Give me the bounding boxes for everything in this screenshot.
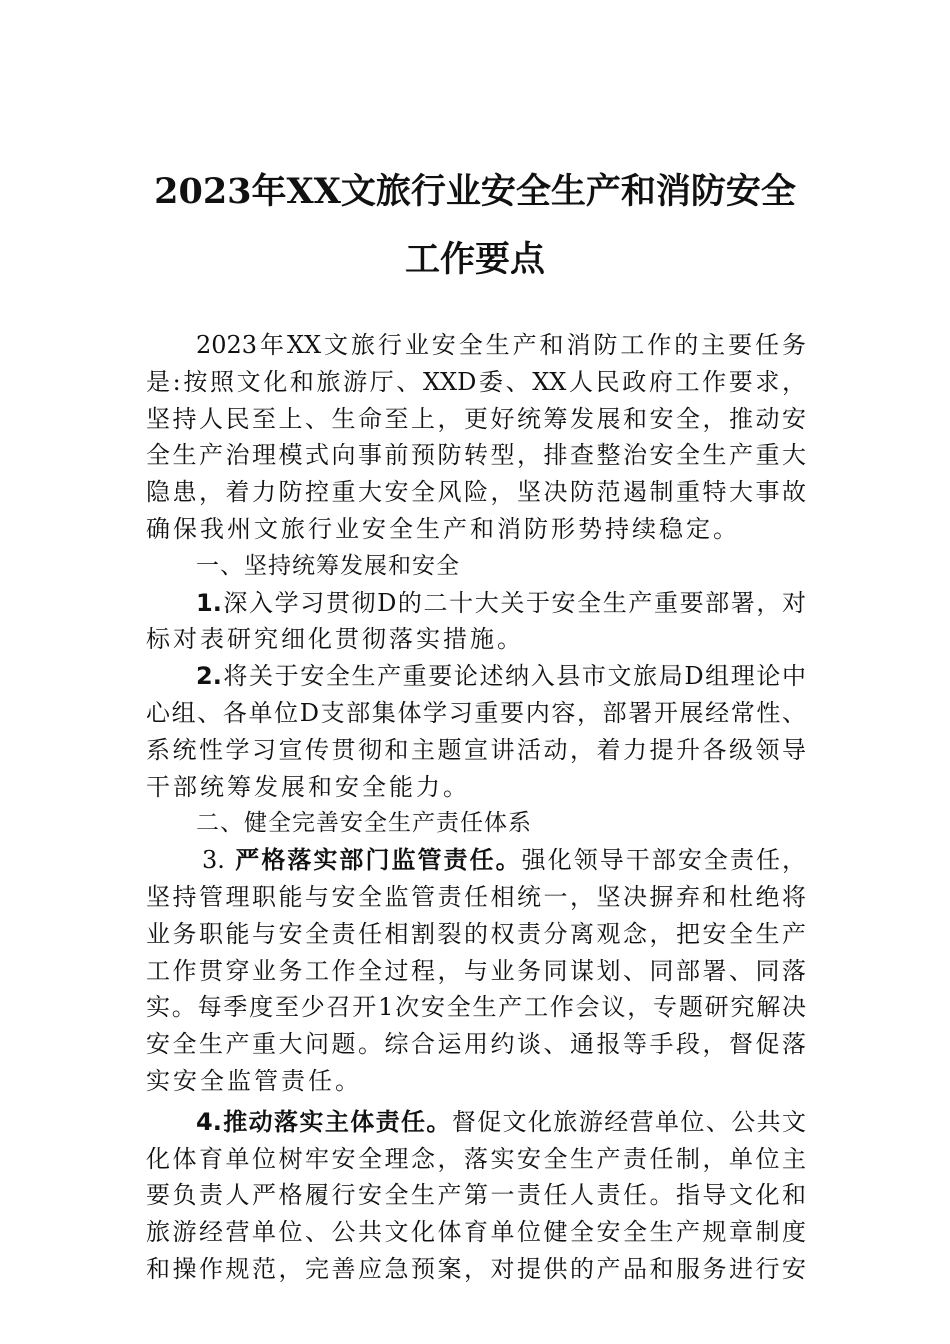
item-3-line: 安全生产重大问题。综合运用约谈、通报等手段，督促落 <box>146 1030 806 1059</box>
item-text: 强化领导干部安全责任， <box>521 846 807 875</box>
item-number: 1. <box>196 588 222 617</box>
item-text: 将关于安全生产重要论述纳入县市文旅局D组理论中 <box>221 662 806 691</box>
item-text: 深入学习贯彻D的二十大关于安全生产重要部署，对 <box>221 588 806 617</box>
intro-line: 确保我州文旅行业安全生产和消防形势持续稳定。 <box>146 514 740 543</box>
intro-line: 隐患，着力防控重大安全风险，坚决防范遏制重特大事故 <box>146 478 806 507</box>
item-3-line <box>146 842 806 879</box>
document-title-line2: 工作要点 <box>404 239 545 280</box>
item-3-line: 坚持管理职能与安全监管责任相统一，坚决摒弃和杜绝将 <box>146 882 806 911</box>
intro-line: 坚持人民至上、生命至上，更好统筹发展和安全，推动安 <box>146 404 806 433</box>
item-4-line <box>146 1104 806 1141</box>
intro-line: 全生产治理模式向事前预防转型，排查整治安全生产重大 <box>146 441 806 470</box>
item-3-line: 业务职能与安全责任相割裂的权责分离观念，把安全生产 <box>146 919 806 948</box>
item-2-line <box>146 658 806 695</box>
item-4-line: 化体育单位树牢安全理念，落实安全生产责任制，单位主 <box>146 1144 806 1173</box>
item-2-line: 系统性学习宣传贯彻和主题宣讲活动，着力提升各级领导 <box>146 735 806 764</box>
intro-line: 是:按照文化和旅游厅、XXD委、XX人民政府工作要求， <box>146 367 806 396</box>
item-3-line: 工作贯穿业务工作全过程，与业务同谋划、同部署、同落 <box>146 956 806 985</box>
section-heading: 一、坚持统筹发展和安全 <box>196 552 460 579</box>
item-number: 4. <box>196 1107 222 1136</box>
item-1-line <box>146 585 806 622</box>
item-3-line: 实。每季度至少召开1次安全生产工作会议，专题研究解决 <box>146 993 806 1022</box>
document-body <box>146 327 806 1288</box>
item-number: 2. <box>196 662 222 691</box>
section-heading: 二、健全完善安全生产责任体系 <box>196 810 532 837</box>
intro-line: 2023年XX文旅行业安全生产和消防工作的主要任务 <box>196 331 806 359</box>
item-number: 3. <box>202 846 225 875</box>
document-title-line1: 2023年XX文旅行业安全生产和消防安全 <box>154 171 796 212</box>
item-text: 督促文化旅游经营单位、公共文 <box>451 1107 807 1136</box>
item-4-line: 旅游经营单位、公共文化体育单位健全安全生产规章制度 <box>146 1218 806 1247</box>
item-2-line: 心组、各单位D支部集体学习重要内容，部署开展经常性、 <box>146 698 806 727</box>
item-bold-heading: 推动落实主体责任。 <box>221 1107 452 1136</box>
item-4-line: 和操作规范，完善应急预案，对提供的产品和服务进行安 <box>146 1254 806 1283</box>
item-1-line: 标对表研究细化贯彻落实措施。 <box>146 625 524 654</box>
item-3-line: 实安全监管责任。 <box>146 1066 362 1095</box>
item-4-line: 要负责人严格履行安全生产第一责任人责任。指导文化和 <box>146 1181 806 1210</box>
item-2-line: 干部统筹发展和安全能力。 <box>146 772 470 801</box>
item-bold-heading: 严格落实部门监管责任。 <box>224 846 522 875</box>
